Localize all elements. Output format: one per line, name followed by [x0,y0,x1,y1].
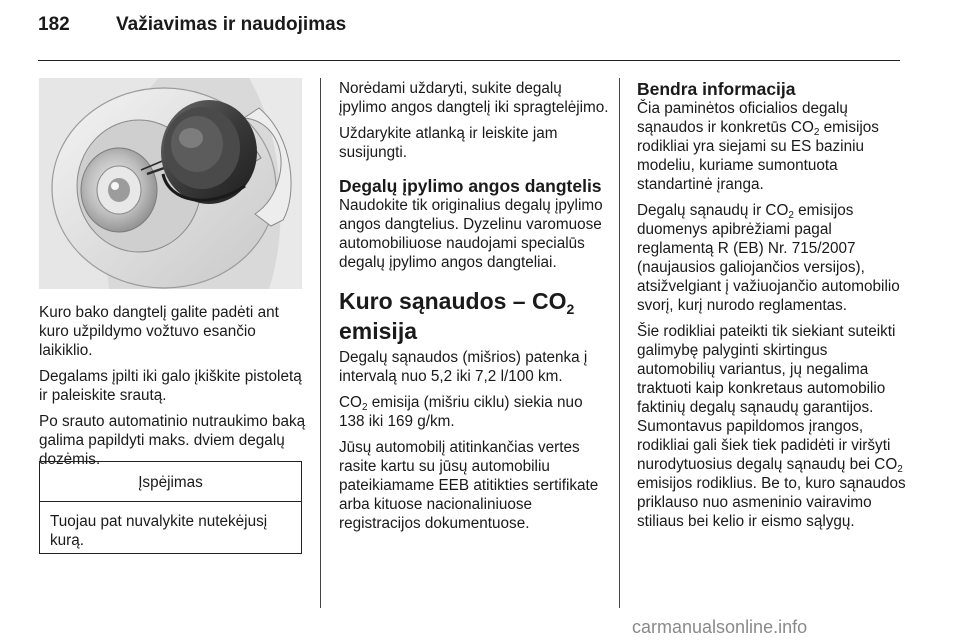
paragraph-consumption-range: Degalų sąnaudos (mišrios) patenka į intervalą nuo 5,2 iki 7,2 l/100 km. [339,349,588,385]
column-left [39,303,309,476]
paragraph-close-flap: Uždarykite atlanką ir leiskite jam susijungti. [339,125,558,161]
warning-box [39,461,302,554]
watermark-text: carmanualsonline.info [632,617,808,637]
column-middle [339,79,611,540]
paragraph-official-values: Čia paminėtos oficialios degalų sąnaudos ir konkretūs $CO_2$ emisijos rodikliai yra siejami su ES baziniu modeliu, kuriame sumontuota standartinė įranga. [637,100,879,193]
column-divider-right [619,78,620,608]
paragraph-top-up: Po srauto automatinio nutraukimo baką galima papildyti maks. dviem degalų dozėmis. [39,413,306,468]
paragraph-close-cap: Norėdami uždaryti, sukite degalų įpylimo angos dangtelį iki spragtelėjimo. [339,80,609,116]
column-divider-left [320,78,321,608]
warning-title: Įspėjimas [40,462,301,502]
paragraph-co2-range: $CO_2$ emisija (mišriu ciklu) siekia nuo 138 iki 169 g/km. [339,394,583,430]
page-header [38,14,346,36]
column-right [637,79,909,538]
header-rule [38,60,900,61]
heading-co2-emission: Kuro sąnaudos – $CO_2$ emisija [339,288,575,344]
fuel-cap-drawing [39,78,302,289]
paragraph-cap-holder: Kuro bako dangtelį galite padėti ant kuro užpildymo vožtuvo esančio laikiklio. [39,304,279,359]
paragraph-regulation: Degalų sąnaudų ir $CO_2$ emisijos duomenys apibrėžiami pagal reglamentą R (EB) Nr. 715/2007 (naujausios galiojančios versijos), atsižvelgiant į važiuojančio automobilio svorį, kurį nurodo reglamentas. [637,202,900,314]
heading-general-info: Bendra informacija [637,79,796,99]
page-number: 182 [38,14,70,35]
heading-fuel-cap: Degalų įpylimo angos dangtelis [339,176,602,196]
fuel-cap-illustration [39,78,302,289]
warning-text: Tuojau pat nuvalykite nutekėjusį kurą. [50,513,268,549]
page-title: Važiavimas ir naudojimas [116,14,347,35]
paragraph-certificate: Jūsų automobilį atitinkančias vertes rasite kartu su jūsų automobiliu pateikiamame EEB atitikties sertifikate arba kituose nacionaliniuose registracijos dokumentuose. [339,439,599,532]
paragraph-comparison: Šie rodikliai pateikti tik siekiant suteikti galimybę palyginti skirtingus automobilių variantus, jų negalima traktuoti kaip konkretaus automobilio faktinių degalų sąnaudų garantijos. Sumontavus papildomos įrangos, rodikliai gali šiek tiek padidėti ir viršyti nurodytuosius degalų sąnaudų bei $CO_2$ emisijos rodiklius. Be to, kuro sąnaudos priklauso nuo asmeninio vairavimo stiliaus bei kelio ir eismo sąlygų. [637,323,906,530]
paragraph-original-caps: Naudokite tik originalius degalų įpylimo angos dangtelius. Dyzelinu varomuose automobiliuose naudojami specialūs degalų įpylimo angos dangteliai. [339,197,603,271]
paragraph-insert-nozzle: Degalams įpilti iki galo įkiškite pistoletą ir paleiskite srautą. [39,368,302,404]
